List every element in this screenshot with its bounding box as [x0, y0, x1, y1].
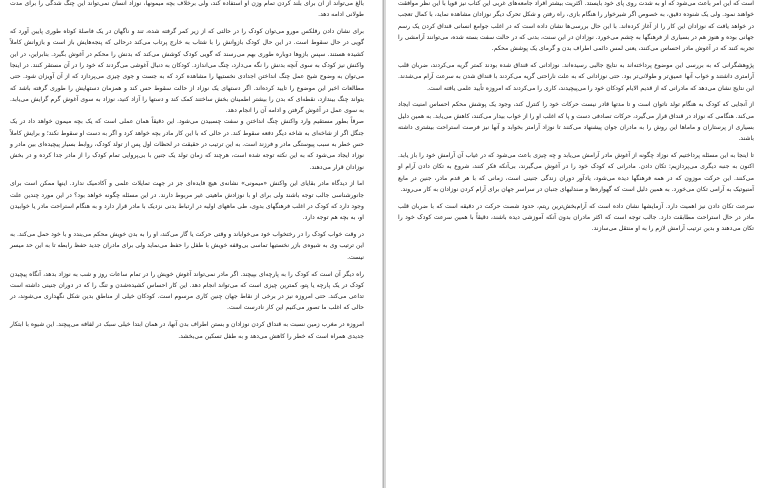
- gutter-divider: [383, 0, 384, 488]
- right-paragraph-2: پژوهشگرانی که به بررسی این موضوع پرداخته‌اند به نتایج جالبی رسیده‌اند. نوزادانی که قنداق شده بودند کمتر گریه می‌کردند، ضربان قلب آرامتری داشتند و خواب آنها عمیق‌تر و طولانی‌تر بود. حتی نوزادانی که به علت ناراحتی گریه می‌کردند با قنداق شدن به سرعت آرام می‌شدند. این نتایج نشان می‌دهد که مادرانی که از قدیم الایام کودکان خود را می‌پیچیدند، کاری را می‌کردند که امروزه تأیید علمی یافته است.: [398, 61, 754, 92]
- right-page: [386, 0, 768, 488]
- left-page: [0, 0, 382, 488]
- right-paragraph-1: است که این امر باعث می‌شود که او به شدت روی پای خود بایستد. اکثریت بیشتر افراد جامعه‌های غربی این کتاب نیز قویاً با این نظر موافقت خواهند نمود. ولی یک شنوده دقیق، به خصوص اگر شیرخوار را هنگام بازی، راه رفتن و شکل تحرک دیگر نوزادان مشاهده نماید، با کمال تعجب در خواهد یافت که نوزادان این کار را از آغاز کرده‌اند. با این حال بررسی‌ها نشان داده است که در اغلب جوامع انسانی قنداق کردن یک رسم جهانی بوده و هنوز هم در بسیاری از فرهنگها به چشم می‌خورد. نوزادان در این سنت، بدنی که در حالت سفت بسته شده، می‌توانند آرامشی را تجربه کنند که در آغوش مادر احساس می‌کنند، یعنی لمس دائمی اطراف بدن و گرمای یک پوشش محکم.: [398, 0, 754, 53]
- left-paragraph-5: در وقت خواب کودک را در رختخواب خود می‌خواباند و وقتی حرکت یا گار می‌کند، او را به بدن خویش محکم می‌بندد و با خود حمل می‌کند. به این ترتیب وی به شیوه‌ی بازر نخستیها تماسی بی‌وقفه خویش با طفل را حفظ می‌نماید ولی برای مادران جدید حفظ رابطه تا به این حد میسر نیست.: [10, 231, 364, 261]
- left-paragraph-6: راه دیگر آن است که کودک را به پارچه‌ای بپیچند. اگر مادر نمی‌تواند آغوش خویش را در تمام ساعات روز و شب به نوزاد بدهد، آنگاه پیچیدن کودک در یک پارچه یا پتو، کمترین چیزی است که می‌تواند انجام دهد. این کار احساس کشیده‌شدن و تنگ را که در دوران جنینی داشته است تداعی می‌کند. حتی امروزه نیز در برخی از نقاط جهان چنین کاری مرسوم است. کودکان خیلی از مناطق بدین شکل نگهداری می‌شوند، در حالی که اغلب ما تصور می‌کنیم این کار نادرست است.: [10, 270, 364, 312]
- left-paragraph-2: برای نشان دادن رفلکس مورو می‌توان کودک را در حالتی که از زیر کمر گرفته شده، تند و ناگهان در یک فاصلهٔ کوتاه طوری پایین آورد که گویی در حال سقوط است. در این حال کودک بازوانش را با شتاب به خارج پرتاب می‌کند درحالی که پنجه‌هایش باز است و بازوانش کاملاً کشیده هستند. سپس بازوها دوباره طوری بهم می‌رسند که گویی کودک کوشش می‌کند که بدنش را محکم در آغوش بگیرد. بنابراین، در این واکنش نیز کودک به سوی آنچه بدنش را نگه می‌دارد، چنگ می‌اندازد. کودکان به دنبال آغوشی می‌گردند که خود را در آن مستقر کنند. در اینجا می‌توان به وضوح شیح عمل چنگ انداختن اجدادی نخستیها را مشاهده کرد که به جست و جوی چیزی می‌پردازد که از آن آویزان شود. حتی مطالعات اخیر این موضوع را تایید کرده‌اند. اگر دستهای یک نوزاد از حالت سقوط حس کند و همزمان دستهایش را طوری گرفته باشد که بتواند چنگ بیندازد، نقطه‌ای که بدن را بیشتر اطمینان بخش ساختند کمک کند و دستها را آزاد کنید، نوزاد به سوی آغوش گرم گرایش می‌یابد. به سوی عمل در آغوش گرفتن و ادامه آن را انجام دهد.: [10, 28, 364, 115]
- left-paragraph-1: بالغ می‌تواند از آن برای بلند کردن تمام وزن او استفاده کند، ولی برخلاف بچه میمونها، نوزاد انسان نمی‌تواند این چنگ شدگی را برای مدت طولانی ادامه دهد.: [10, 0, 364, 19]
- left-page-text: [10, 0, 364, 342]
- left-paragraph-7: امروزه در مغرب زمین نسبت به قنداق کردن نوزادان و بستن اطراف بدن آنها، در همان ابتدا خیلی سبک در لفافه می‌پیچند. این شیوه با ابتکار جدیدی همراه است که خطر را کاهش می‌دهد و به طفل تسکین می‌بخشد.: [10, 321, 364, 340]
- right-paragraph-3: از آنجایی که کودک به هنگام تولد ناتوان است و تا مدتها قادر نیست حرکات خود را کنترل کند، وجود یک پوشش محکم احساس امنیت ایجاد می‌کند. هنگامی که نوزاد در قنداق قرار می‌گیرد، حرکات تصادفی دست و پا که اغلب او را از خواب بیدار می‌کنند، کاهش می‌یابد. به همین دلیل بسیاری از پرستاران و ماماها این روش را به مادران جوان پیشنهاد می‌کنند تا نوزاد آرامتر بخوابد و آنها نیز فرصت استراحت بیشتری داشته باشند.: [398, 101, 754, 143]
- right-page-text: [398, 0, 754, 235]
- left-paragraph-4: اما از دیدگاه مادر بقایای این واکنش «میمونی» نشانه‌ی هیچ فایده‌ای جز در جهت تمایلات علمی و آکادمیک ندارد. اینها ممکن است برای جانورشناسی جالب توجه باشند ولی برای او با نوزادش ماهیتی غیر مربوط دارند. در این مسئله چگونه خواهد بود؟ در این مورد چندین علت وجود دارد که کودک در اغلب فرهنگهای بدوی، طی ماههای اولیه در ارتباط بدنی نزدیک با مادر قرار دارد و به هنگام استراحت مادر یا خوابیدن او، به بچه هم توجه دارد.: [10, 180, 364, 222]
- right-paragraph-4: تا اینجا به این مسئله پرداختیم که نوزاد چگونه از آغوش مادر آرامش می‌یابد و چه چیزی باعث می‌شود که در غیاب آن آرامش خود را باز یابد. اکنون به جنبه دیگری می‌پردازیم: تکان دادن. مادرانی که کودک خود را در آغوش می‌گیرند، بی‌آنکه فکر کنند، شروع به تکان دادن آرام او می‌کنند. این حرکت موزون که در همه فرهنگها دیده می‌شود، یادآور دوران زندگی جنینی است، زمانی که با هر قدم مادر، جنین در مایع آمنیوتیک به آرامی تکان می‌خورد. به همین دلیل است که گهواره‌ها و صندلیهای جنبان در سراسر جهان برای آرام کردن نوزادان به کار می‌روند.: [398, 152, 754, 193]
- left-paragraph-3: صرفاً بطور مستقیم وارد واکنش چنگ انداختن و سفت چسبیدن می‌شود. این دقیقاً همان عملی است که یک بچه میمون خواهد داد در یک جنگل اگر از شاخه‌ای به شاخه دیگر دفعه سقوط کند. در حالی که با این کار مادر بچه خواهد کرد و اگر به دست او سقوط نکند؛ و برایش کاملاً حس خطر به سبب پیوستگی مادر و فرزند است. به این ترتیب در حقیقت در لحظات اول پس از تولد کودک، روابط بسیار پیچیده‌ای بین مادر و نوزاد ایجاد می‌شود که به این نکته توجه شده است، هرچند که زمان تولد یک جنین با بی‌پروایی تمام کودک را از مادر جدا کرده و در بخش نوزادان قرار می‌دهند.: [10, 118, 364, 171]
- right-paragraph-5: سرعت تکان دادن نیز اهمیت دارد. آزمایشها نشان داده است که آرام‌بخش‌ترین ریتم، حدود شصت حرکت در دقیقه است که با ضربان قلب مادر در حال استراحت مطابقت دارد. جالب توجه است که اکثر مادران بدون آنکه آموزشی دیده باشند، دقیقاً با همین سرعت کودک خود را تکان می‌دهند و بدین ترتیب آرامش لازم را به او منتقل می‌سازند.: [398, 202, 754, 233]
